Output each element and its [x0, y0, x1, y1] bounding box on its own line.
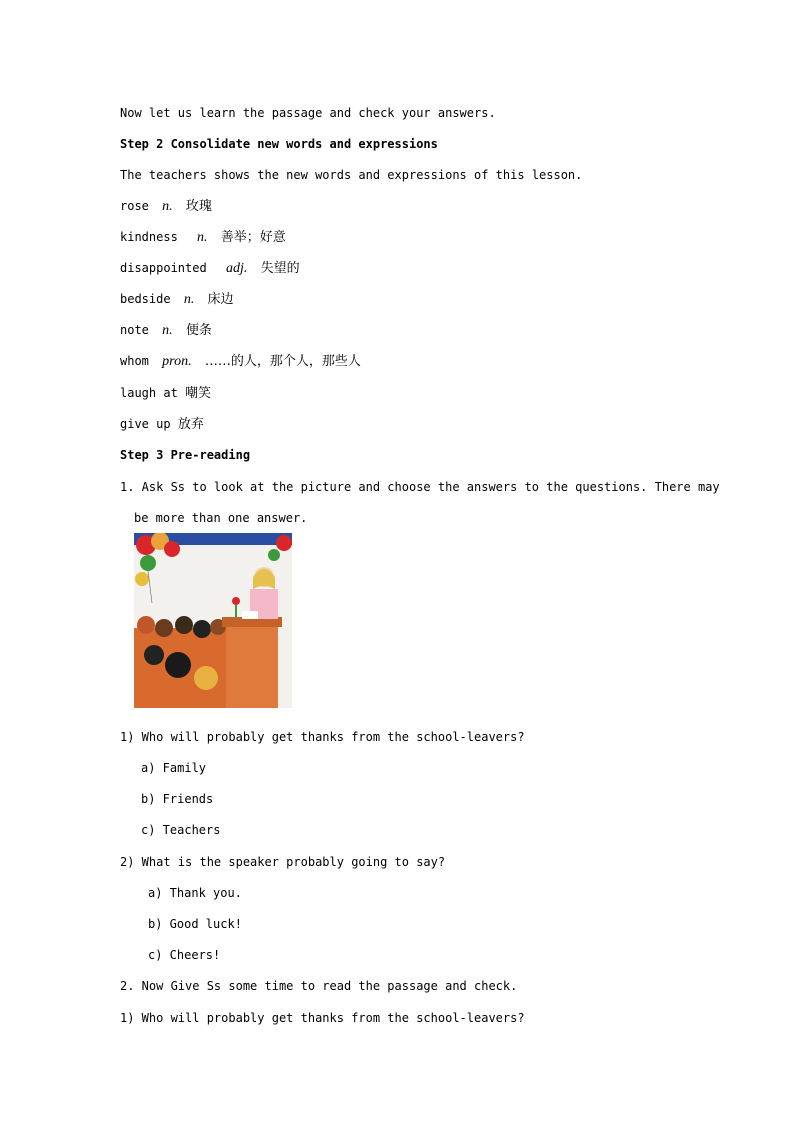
- podium: [226, 621, 278, 708]
- step3-heading: Step 3 Pre-reading: [120, 448, 251, 462]
- question-1: 1) Who will probably get thanks from the school-leavers?: [120, 730, 525, 744]
- vocab-meaning: 失望的: [260, 261, 300, 276]
- step2-description: The teachers shows the new words and expressions of this lesson.: [120, 168, 583, 182]
- vocab-word: rose: [120, 199, 149, 213]
- vocab-word: whom: [120, 354, 149, 368]
- audience-head: [193, 620, 211, 638]
- q1-option-a: a) Family: [141, 761, 207, 775]
- step3-item1-line2: be more than one answer.: [134, 511, 308, 525]
- rose-stem: [235, 605, 237, 617]
- balloon-icon: [164, 541, 180, 557]
- vocab-item-disappointed: [120, 260, 300, 277]
- vocab-item-whom: [120, 353, 361, 370]
- step3-item2: 2. Now Give Ss some time to read the passage and check.: [120, 979, 518, 993]
- q2-option-b: b) Good luck!: [148, 917, 242, 931]
- vocab-pos: n.: [162, 199, 173, 214]
- rose-icon: [232, 597, 240, 605]
- question-2: 2) What is the speaker probably going to say?: [120, 855, 446, 869]
- audience-head: [175, 616, 193, 634]
- audience-head: [137, 616, 155, 634]
- question-1-repeat: 1) Who will probably get thanks from the school-leavers?: [120, 1011, 525, 1025]
- vocab-pos: n.: [162, 323, 173, 338]
- graduation-speech-illustration: [134, 533, 292, 708]
- q2-option-a: a) Thank you.: [148, 886, 242, 900]
- vocab-item-note: [120, 322, 212, 339]
- audience-head: [165, 652, 191, 678]
- audience-head: [155, 619, 173, 637]
- q1-option-b: b) Friends: [141, 792, 214, 806]
- audience-head: [194, 666, 218, 690]
- vocab-meaning: 玫瑰: [185, 199, 212, 214]
- audience-head: [144, 645, 164, 665]
- vocab-meaning: 放弃: [177, 417, 204, 432]
- vocab-word: disappointed: [120, 261, 207, 275]
- vocab-meaning: ……的人，那个人，那些人: [204, 354, 361, 369]
- balloon-icon: [268, 549, 280, 561]
- vocab-pos: adj.: [225, 261, 248, 276]
- vocab-meaning: 便条: [185, 323, 212, 338]
- vocab-item-give-up: [120, 416, 204, 433]
- vocab-word: kindness: [120, 230, 178, 244]
- vocab-word: bedside: [120, 292, 171, 306]
- vocab-meaning: 嘲笑: [185, 386, 212, 401]
- vocab-item-rose: [120, 198, 212, 215]
- step3-item1-line1: 1. Ask Ss to look at the picture and choose the answers to the questions. There may: [120, 480, 720, 494]
- vocab-word: note: [120, 323, 149, 337]
- vocab-pos: pron.: [162, 354, 192, 369]
- podium-notes: [242, 611, 258, 619]
- vocab-meaning: 床边: [207, 292, 234, 307]
- vocab-word: laugh at: [120, 386, 178, 400]
- intro-line: Now let us learn the passage and check your answers.: [120, 106, 496, 120]
- vocab-pos: n.: [183, 292, 195, 307]
- vocab-meaning: 善举；好意: [220, 230, 286, 245]
- balloon-icon: [140, 555, 156, 571]
- balloon-icon: [135, 572, 149, 586]
- q1-option-c: c) Teachers: [141, 823, 221, 837]
- vocab-word: give up: [120, 417, 171, 431]
- vocab-item-bedside: [120, 291, 234, 308]
- balloon-icon: [276, 535, 292, 551]
- vocab-item-laugh-at: [120, 385, 211, 402]
- vocab-pos: n.: [197, 230, 208, 245]
- step2-heading: Step 2 Consolidate new words and expressions: [120, 137, 438, 151]
- q2-option-c: c) Cheers!: [148, 948, 221, 962]
- vocab-item-kindness: [120, 229, 286, 246]
